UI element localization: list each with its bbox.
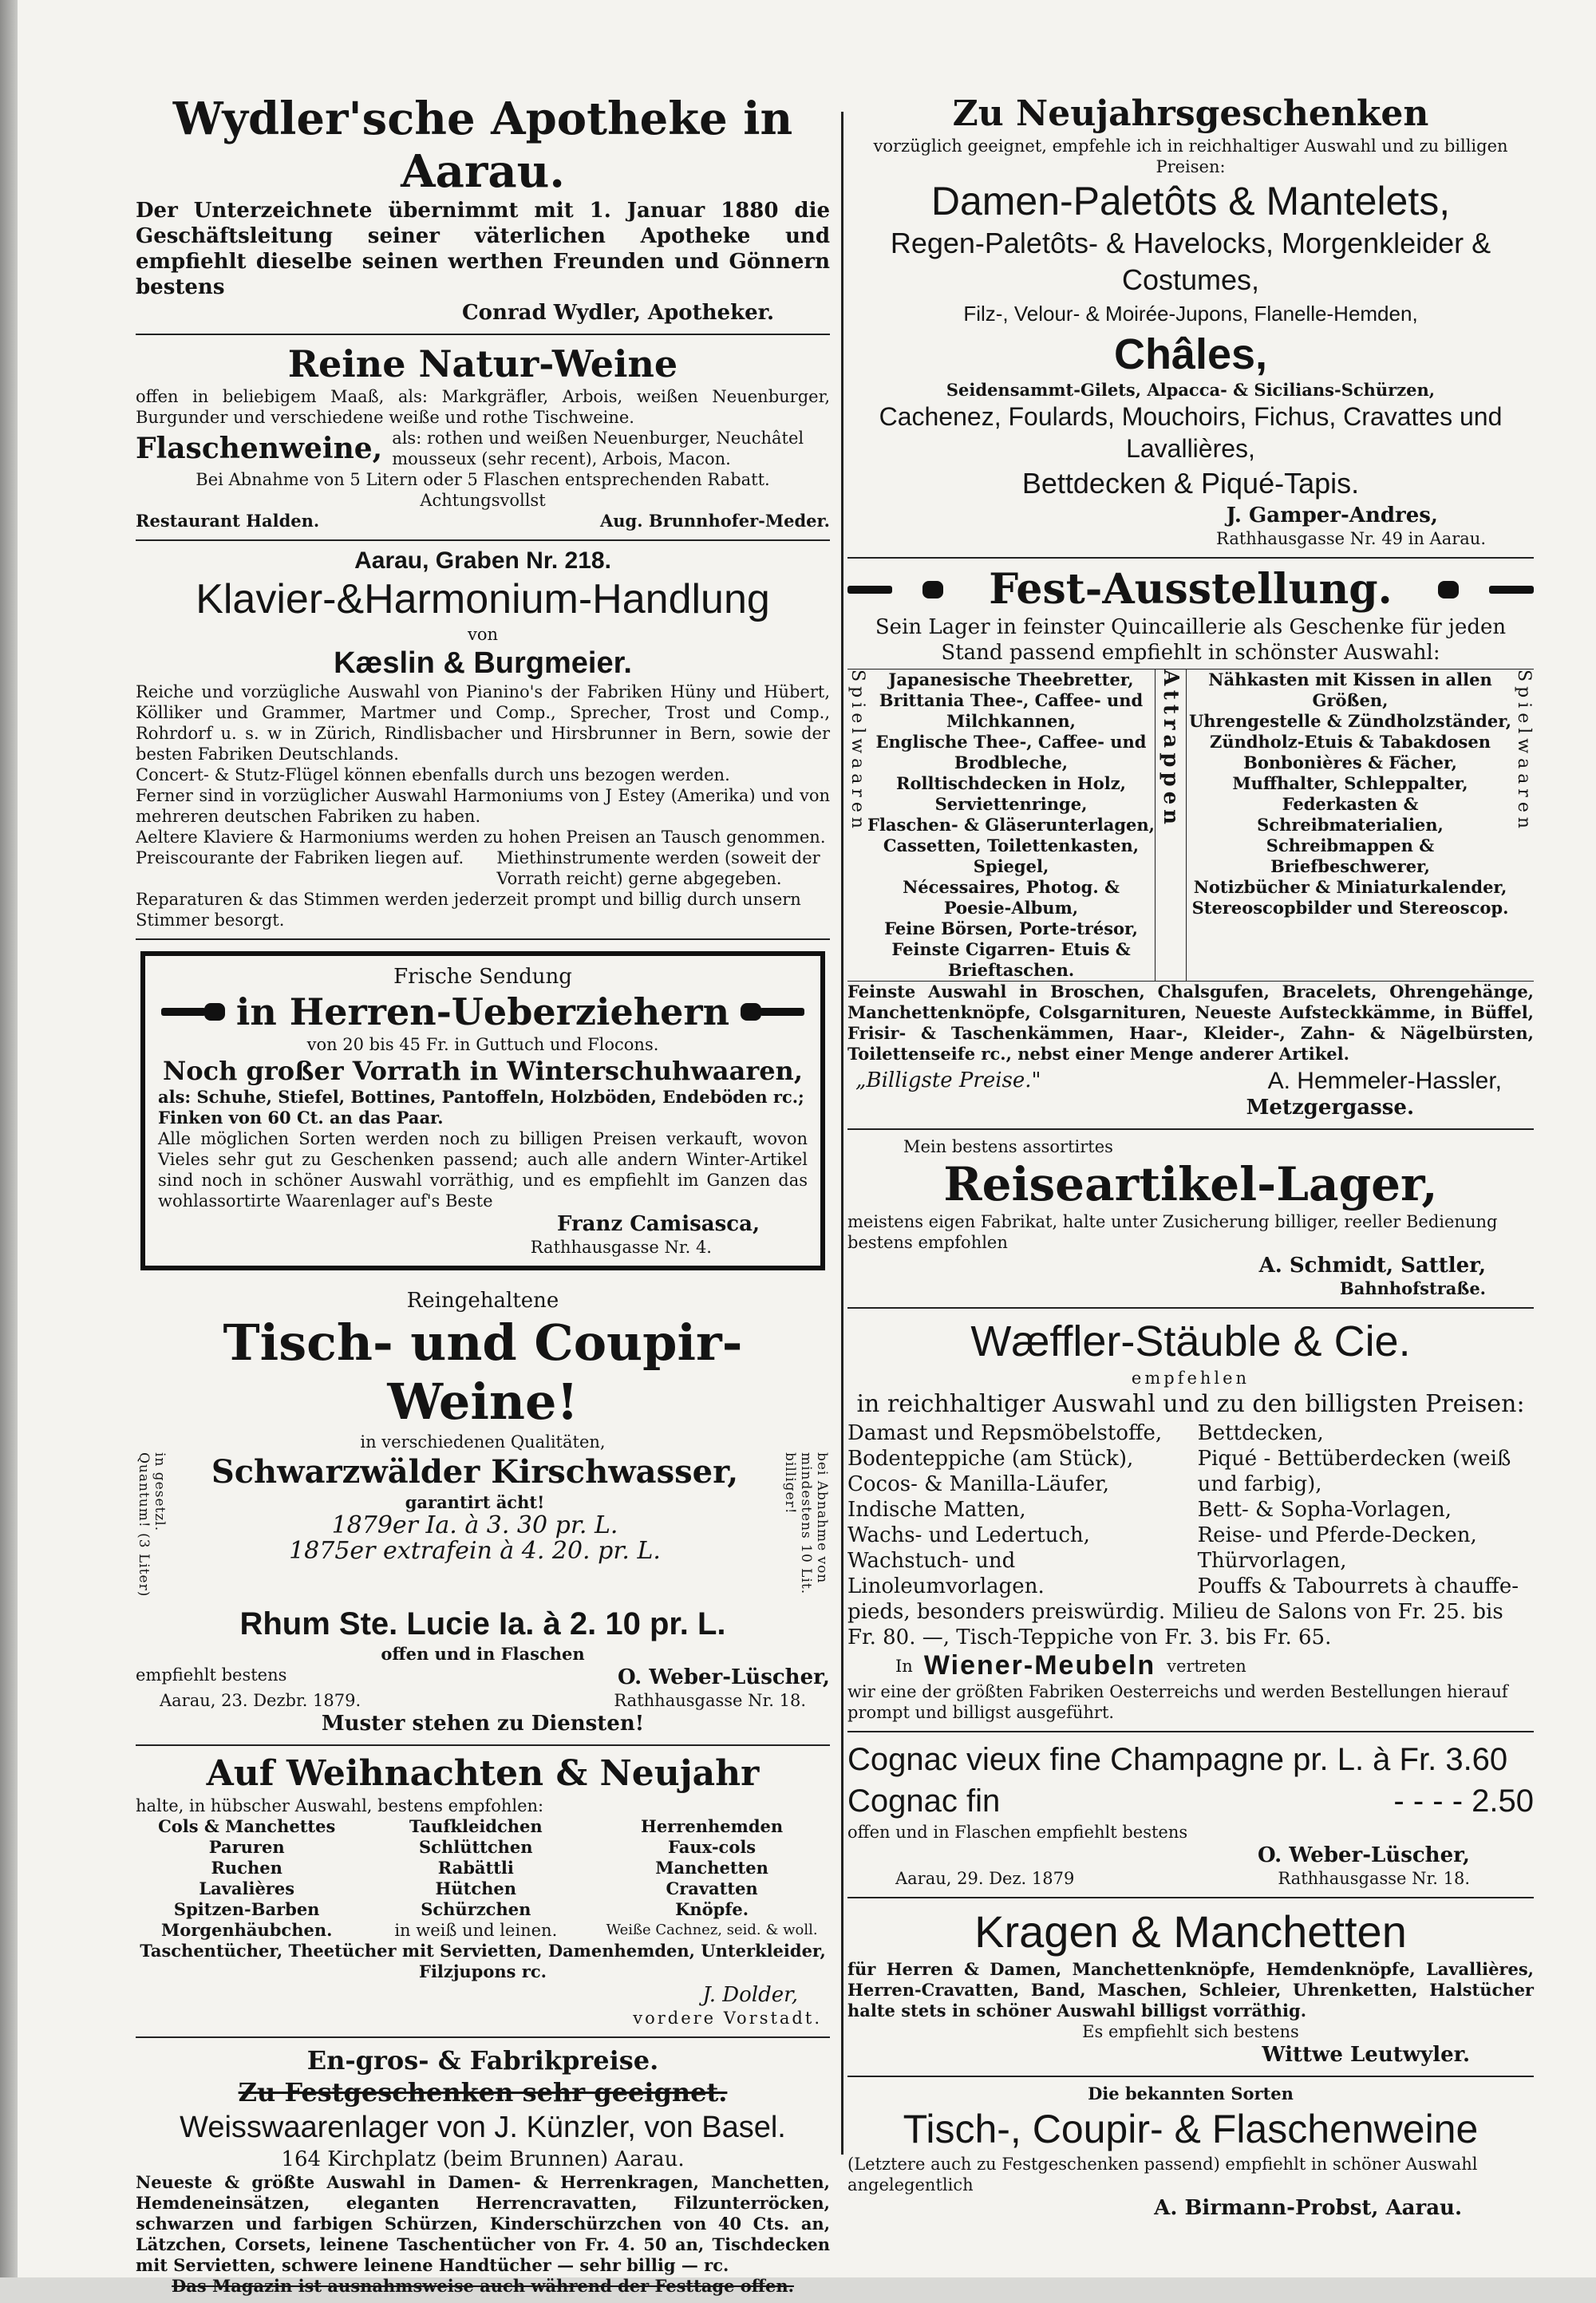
- kunzler-title: Weisswaarenlager von J. Künzler, von Basel.: [180, 2111, 786, 2144]
- dolder-item: in weiß und leinen.: [394, 1921, 558, 1940]
- natur-closing: Achtungsvollst: [420, 491, 546, 510]
- waeffler-empf: empfehlen: [1131, 1369, 1250, 1388]
- waeffler-item: Indische Matten,: [847, 1498, 1026, 1522]
- hemmeler-item: Nécessaires, Photog. & Poesie-Album,: [903, 877, 1120, 918]
- klavier-von: von: [467, 625, 499, 644]
- dolder-item: Lavalières: [199, 1878, 295, 1898]
- wydler-body: Der Unterzeichnete übernimmt mit 1. Januar 1880 die Geschäftsleitung seiner väterlichen Apotheke und empfiehlt dieselbe seinen werthen Freunden und Gönnern bestens: [136, 199, 830, 299]
- dolder-title: Auf Weihnachten & Neujahr: [206, 1753, 760, 1794]
- kunzler-h2: Zu Festgeschenken sehr geeignet.: [238, 2077, 728, 2107]
- ad-weber-weine: [136, 1282, 830, 1746]
- left-column: [136, 86, 830, 2303]
- gamper-line2: Regen-Paletôts- & Havelocks, Morgenkleider & Costumes,: [890, 227, 1491, 296]
- weber2-line1: Cognac vieux fine Champagne pr. L. à Fr. 3.60: [847, 1742, 1508, 1777]
- dolder-item: Weiße Cachnez, seid. & woll.: [606, 1922, 818, 1938]
- klavier-p4: Aeltere Klaviere & Harmoniums werden zu hohen Preisen an Tausch genommen.: [136, 828, 826, 847]
- dolder-item: Knöpfe.: [675, 1899, 749, 1919]
- waeffler-item: Bodenteppiche (am Stück),: [847, 1447, 1134, 1471]
- leutwyler-name: Wittwe Leutwyler.: [1262, 2043, 1470, 2067]
- waeffler-item: Bett- & Sopha-Vorlagen,: [1197, 1498, 1452, 1522]
- camisasca-items: als: Schuhe, Stiefel, Bottines, Pantoffeln, Holzböden, Endeböden rc.; Finken von 60 Ct. an das Paar.: [158, 1087, 804, 1128]
- waeffler-wiener-post: vertreten: [1167, 1656, 1246, 1676]
- weber2-name: O. Weber-Lüscher,: [1257, 1843, 1470, 1867]
- dolder-item: Schlüttchen: [419, 1837, 533, 1857]
- hemmeler-side2: Attrappen: [1156, 670, 1187, 981]
- hemmeler-item: Stereoscopbilder und Stereoscop.: [1191, 898, 1509, 918]
- birmann-pre: Die bekannten Sorten: [1088, 2084, 1294, 2104]
- waeffler-item: Reise- und Pferde-Decken,: [1197, 1523, 1477, 1547]
- waeffler-item: Bettdecken,: [1197, 1421, 1324, 1445]
- weber1-left-side: in gesetzl. Quantum! (3 Liter): [136, 1452, 168, 1598]
- camisasca-name: Franz Camisasca,: [556, 1212, 760, 1236]
- waeffler-body: wir eine der größten Fabriken Oesterreichs und werden Bestellungen hierauf prompt und billigst ausgeführt.: [847, 1682, 1508, 1722]
- dolder-item: Cols & Manchettes: [158, 1816, 336, 1836]
- hemmeler-item: Bonbonières & Fächer,: [1243, 753, 1457, 772]
- hemmeler-title: Fest-Ausstellung.: [989, 565, 1393, 614]
- hemmeler-item: Zündholz-Etuis & Tabakdosen: [1209, 732, 1491, 752]
- pointing-hand-icon: [1438, 579, 1534, 600]
- gamper-line6: Bettdecken & Piqué-Tapis.: [1021, 467, 1360, 500]
- birmann-title: Tisch-, Coupir- & Flaschenweine: [903, 2107, 1479, 2151]
- hemmeler-item: Feinste Cigarren- Etuis & Brieftaschen.: [891, 939, 1131, 980]
- hemmeler-item: Schreibmappen & Briefbeschwerer,: [1266, 835, 1435, 876]
- dolder-item: Rabättli: [437, 1858, 514, 1878]
- gamper-big: Damen-Paletôts & Mantelets,: [930, 179, 1451, 223]
- waeffler-wiener: Wiener-Meubeln: [923, 1650, 1156, 1681]
- gamper-line5: Cachenez, Foulards, Mouchoirs, Fichus, Cravattes und Lavallières,: [879, 402, 1503, 463]
- natur-discount: Bei Abnahme von 5 Litern oder 5 Flaschen entsprechenden Rabatt.: [196, 470, 770, 489]
- waeffler-item: Thürvorlagen,: [1197, 1549, 1347, 1573]
- gamper-chales: Châles,: [1113, 330, 1268, 378]
- hemmeler-item: Notizbücher & Miniaturkalender,: [1193, 877, 1507, 897]
- hemmeler-item: Flaschen- & Gläserunterlagen, Cassetten, Toilettenkasten, Spiegel,: [867, 815, 1155, 876]
- klavier-p5-left: Preiscourante der Fabriken liegen auf.: [136, 848, 464, 867]
- dolder-item: Faux-cols: [668, 1837, 757, 1857]
- weber2-line2-label: Cognac fin: [847, 1784, 1001, 1819]
- dolder-address: vordere Vorstadt.: [633, 2009, 822, 2028]
- ad-weber-cognac: [847, 1732, 1534, 1898]
- gamper-line3: Filz-, Velour- & Moirée-Jupons, Flanelle-Hemden,: [963, 302, 1418, 326]
- waeffler-item: Wachs- und Ledertuch,: [847, 1523, 1090, 1547]
- natur-right-signature: Aug. Brunnhofer-Meder.: [599, 511, 830, 531]
- gamper-title: Zu Neujahrsgeschenken: [952, 93, 1429, 134]
- camisasca-vorrat: Noch großer Vorrath in Winterschuhwaaren,: [163, 1056, 803, 1086]
- dolder-intro: halte, in hübscher Auswahl, bestens empfohlen:: [136, 1796, 544, 1815]
- weber1-muster: Muster stehen zu Diensten!: [321, 1712, 645, 1736]
- schmidt-body: meistens eigen Fabrikat, halte unter Zusicherung billiger, reeller Bedienung bestens empfohlen: [847, 1212, 1498, 1252]
- wydler-title: Wydler'sche Apotheke in Aarau.: [172, 93, 793, 198]
- klavier-p5-right: Miethinstrumente werden (soweit der Vorrath reicht) gerne abgegeben.: [496, 848, 820, 888]
- klavier-address: Aarau, Graben Nr. 218.: [354, 547, 611, 574]
- page-binding-edge: [0, 0, 18, 2277]
- newspaper-page: [18, 0, 1596, 2296]
- weber1-k1: 1879er Ia. à 3. 30 pr. L.: [331, 1511, 618, 1539]
- column-divider: [841, 112, 843, 2155]
- ad-gamper: [847, 86, 1534, 559]
- leutwyler-recommend: Es empfiehlt sich bestens: [1082, 2022, 1299, 2041]
- pointing-hand-icon: [847, 579, 943, 600]
- ad-waeffler: [847, 1309, 1534, 1732]
- hemmeler-item: Uhrengestelle & Zündholzständer,: [1188, 711, 1512, 731]
- klavier-p1: Reiche und vorzügliche Auswahl von Pianino's der Fabriken Hüny und Hübert, Kölliker und Grammer, Martmer und Comp., Sprecher, Trost und Comp., Rohrdorf u. s. w in Zürich, Rindlisbacher und Hirsbrunner in Bern, sowie der besten Fabriken Deutschlands.: [136, 682, 830, 764]
- weber1-date: Aarau, 23. Dezbr. 1879.: [160, 1691, 361, 1710]
- dolder-item: Morgenhäubchen.: [160, 1920, 333, 1940]
- weber2-line2-value: - - - - 2.50: [1393, 1784, 1534, 1819]
- dolder-item: Cravatten: [666, 1878, 758, 1898]
- camisasca-address: Rathhausgasse Nr. 4.: [530, 1238, 712, 1257]
- weber2-date: Aarau, 29. Dez. 1879: [895, 1869, 1075, 1888]
- natur-left-signature: Restaurant Halden.: [136, 511, 320, 531]
- dolder-item: Manchetten: [655, 1858, 768, 1878]
- weber1-kirsch: Schwarzwälder Kirschwasser,: [211, 1453, 739, 1491]
- ad-leutwyler: [847, 1898, 1534, 2077]
- weber1-qual: in verschiedenen Qualitäten,: [360, 1432, 606, 1452]
- weber1-right-side: bei Abnahme von mindestens 10 Lit. billiger!: [782, 1452, 830, 1595]
- hemmeler-footer: Feinste Auswahl in Broschen, Chalsgufen, Bracelets, Ohrengehänge, Manchettenknöpfe, Colsgarnituren, Neueste Aufsteckkämme, in Büffel, Frisir- & Taschenkämmen, Haar-, Kleider-, Zahn- & Nägelbürsten, Toilettenseife rc., nebst einer Menge anderer Artikel.: [847, 982, 1534, 1064]
- hemmeler-col-b: [1187, 670, 1514, 981]
- schmidt-name: A. Schmidt, Sattler,: [1258, 1254, 1486, 1278]
- hemmeler-item: Englische Thee-, Caffee- und Brodbleche,: [875, 732, 1147, 772]
- dolder-item: Paruren: [208, 1837, 285, 1857]
- natur-flaschen-label: Flaschenweine,: [136, 432, 383, 465]
- ad-camisasca: [140, 951, 825, 1270]
- hemmeler-col-a: [867, 670, 1156, 981]
- gamper-line4: Seidensammt-Gilets, Alpacca- & Sicilians-Schürzen,: [946, 380, 1436, 400]
- birmann-body: (Letztere auch zu Festgeschenken passend) empfiehlt in schöner Auswahl angelegentlich: [847, 2155, 1478, 2194]
- ad-schmidt: [847, 1130, 1534, 1309]
- gamper-address: Rathhausgasse Nr. 49 in Aarau.: [1216, 529, 1486, 548]
- kunzler-h1: En-gros- & Fabrikpreise.: [306, 2045, 659, 2076]
- ad-wydler: [136, 86, 830, 335]
- camisasca-title: in Herren-Ueberziehern: [235, 990, 730, 1033]
- hemmeler-intro: Sein Lager in feinster Quincaillerie als Geschenke für jeden Stand passend empfiehlt in schönster Auswahl:: [875, 615, 1507, 665]
- schmidt-title: Reiseartikel-Lager,: [943, 1157, 1438, 1211]
- pointing-hand-icon: [161, 1001, 225, 1022]
- schmidt-address: Bahnhofstraße.: [1339, 1278, 1486, 1298]
- weber1-k2: 1875er extrafein à 4. 20. pr. L.: [289, 1537, 661, 1565]
- birmann-name: A. Birmann-Probst, Aarau.: [1154, 2196, 1462, 2220]
- dolder-item: Taufkleidchen: [409, 1816, 543, 1836]
- schmidt-pre: Mein bestens assortirtes: [903, 1137, 1113, 1156]
- klavier-p2: Concert- & Stutz-Flügel können ebenfalls durch uns bezogen werden.: [136, 765, 730, 784]
- ad-klavier: [136, 541, 830, 940]
- natur-offer: offen in beliebigem Maaß, als: Markgräfler, Arbois, weißen Neuenburger, Burgunder und verschiedene weiße und rothe Tischweine.: [136, 387, 830, 427]
- weber1-name: O. Weber-Lüscher,: [617, 1665, 830, 1689]
- weber1-pre: Reingehaltene: [406, 1289, 559, 1313]
- ad-natur-weine: [136, 335, 830, 541]
- weber1-rhum-sub: offen und in Flaschen: [381, 1644, 585, 1664]
- dolder-item: Hütchen: [435, 1878, 517, 1898]
- klavier-firm: Kæslin & Burgmeier.: [334, 646, 632, 680]
- waeffler-item: Piqué - Bettüberdecken (weiß und farbig),: [1197, 1447, 1511, 1496]
- klavier-p6: Reparaturen & das Stimmen werden jederzeit prompt und billig durch unsern Stimmer besorgt.: [136, 890, 801, 930]
- ad-hemmeler: [847, 559, 1534, 1130]
- weber1-recommend: empfiehlt bestens: [136, 1665, 287, 1685]
- camisasca-price: von 20 bis 45 Fr. in Guttuch und Flocons.: [306, 1035, 659, 1054]
- hemmeler-slogan: „Billigste Preise.": [855, 1069, 1041, 1092]
- hemmeler-item: Muffhalter, Schleppalter,: [1232, 773, 1468, 793]
- waeffler-wiener-pre: In: [895, 1656, 913, 1676]
- dolder-item: Ruchen: [211, 1858, 282, 1878]
- waeffler-right-list: [1198, 1420, 1534, 1599]
- hemmeler-item: Federkasten & Schreibmaterialien,: [1257, 794, 1444, 835]
- hemmeler-item: Nähkasten mit Kissen in allen Größen,: [1208, 670, 1492, 710]
- dolder-col2: [365, 1816, 587, 1941]
- pointing-hand-icon: [741, 1001, 804, 1022]
- weber1-title: Tisch- und Coupir-Weine!: [223, 1313, 743, 1431]
- ad-birmann: [847, 2077, 1534, 2227]
- ad-dolder: [136, 1746, 830, 2038]
- waeffler-left-list: [847, 1420, 1191, 1599]
- right-column: [847, 86, 1534, 2227]
- waeffler-item: Wachstuch- und Linoleumvorlagen.: [847, 1549, 1045, 1598]
- dolder-footer: Taschentücher, Theetücher mit Servietten, Damenhemden, Unterkleider, Filzjupons rc.: [140, 1941, 826, 1981]
- kunzler-note: Das Magazin ist ausnahmsweise auch während der Festtage offen.: [172, 2276, 794, 2296]
- weber1-guaranteed: garantirt ächt!: [405, 1492, 545, 1512]
- waeffler-item: Damast und Repsmöbelstoffe,: [847, 1421, 1163, 1445]
- hemmeler-item: Japanesische Theebretter, Brittania Thee-, Caffee- und Milchkannen,: [879, 670, 1144, 731]
- weber1-address: Rathhausgasse Nr. 18.: [614, 1691, 806, 1710]
- waeffler-item: Pouffs & Tabourrets à chauffe-: [1197, 1574, 1519, 1598]
- camisasca-fresh: Frische Sendung: [393, 965, 572, 989]
- natur-title: Reine Natur-Weine: [287, 342, 678, 385]
- dolder-name: J. Dolder,: [702, 1983, 798, 2007]
- dolder-item: Herrenhemden: [641, 1816, 784, 1836]
- waeffler-title: Wæffler-Stäuble & Cie.: [970, 1317, 1411, 1365]
- weber2-address: Rathhausgasse Nr. 18.: [1278, 1869, 1470, 1888]
- kunzler-body: Neueste & größte Auswahl in Damen- & Herrenkragen, Manchetten, Hemdeneinsätzen, eleganten Herrencravatten, Filzunterröcken, schwarzen und farbigen Schürzen, Kinderschürzchen von 40 Cts. an, Lätzchen, Corsets, leinene Taschentücher von Fr. 4. 50 an, Tischdecken mit Servietten, schwere leinene Handtücher — sehr billig — rc.: [136, 2172, 830, 2275]
- ad-kunzler: [136, 2038, 830, 2303]
- hemmeler-item: Feine Börsen, Porte-trésor,: [884, 918, 1138, 938]
- dolder-item: Spitzen-Barben: [173, 1899, 320, 1919]
- weber1-rhum: Rhum Ste. Lucie Ia. à 2. 10 pr. L.: [239, 1606, 726, 1641]
- hemmeler-side1: Spielwaaren: [847, 670, 867, 834]
- klavier-title: Klavier-&Harmonium-Handlung: [196, 576, 770, 622]
- hemmeler-item: Rolltischdecken in Holz, Serviettenringe,: [896, 773, 1126, 814]
- natur-flaschen-text: als: rothen und weißen Neuenburger, Neuchâtel mousseux (sehr recent), Arbois, Macon.: [392, 429, 804, 468]
- klavier-p3: Ferner sind in vorzüglicher Auswahl Harmoniums von J Estey (Amerika) und von mehreren deutschen Fabriken zu haben.: [136, 786, 830, 826]
- kunzler-address: 164 Kirchplatz (beim Brunnen) Aarau.: [281, 2147, 685, 2171]
- wydler-signature: Conrad Wydler, Apotheker.: [461, 301, 774, 325]
- gamper-intro: vorzüglich geeignet, empfehle ich in reichhaltiger Auswahl und zu billigen Preisen:: [873, 136, 1508, 176]
- hemmeler-side3: Spielwaaren: [1514, 670, 1534, 834]
- hemmeler-address: Metzgergasse.: [1246, 1096, 1414, 1120]
- dolder-col1: [136, 1816, 358, 1941]
- leutwyler-body: für Herren & Damen, Manchettenknöpfe, Hemdenknöpfe, Lavallières, Herren-Cravatten, Band, Maschen, Schleier, Uhrenketten, Halstücher halte stets in schöner Auswahl billigst vorräthig.: [847, 1959, 1534, 2021]
- leutwyler-title: Kragen & Manchetten: [974, 1906, 1407, 1957]
- waeffler-item: Cocos- & Manilla-Läufer,: [847, 1472, 1110, 1496]
- dolder-col3: [594, 1816, 830, 1941]
- weber2-sub: offen und in Flaschen empfiehlt bestens: [847, 1823, 1188, 1842]
- camisasca-body: Alle möglichen Sorten werden noch zu billigen Preisen verkauft, wovon Vieles sehr gut zu Geschenken passend; auch alle andern Winter-Artikel sind noch in schöner Auswahl vorräthig, und es empfiehlt im Ganzen das wohlassortirte Waarenlager auf's Beste: [158, 1129, 808, 1211]
- waeffler-intro: in reichhaltiger Auswahl und zu den billigsten Preisen:: [856, 1390, 1525, 1418]
- waeffler-pieds: pieds, besonders preiswürdig. Milieu de Salons von Fr. 25. bis Fr. 80. —, Tisch-Teppiche von Fr. 3. bis Fr. 65.: [847, 1600, 1503, 1649]
- gamper-name: J. Gamper-Andres,: [1226, 504, 1438, 527]
- dolder-item: Schürzchen: [421, 1899, 531, 1919]
- hemmeler-name: A. Hemmeler-Hassler,: [1267, 1068, 1502, 1094]
